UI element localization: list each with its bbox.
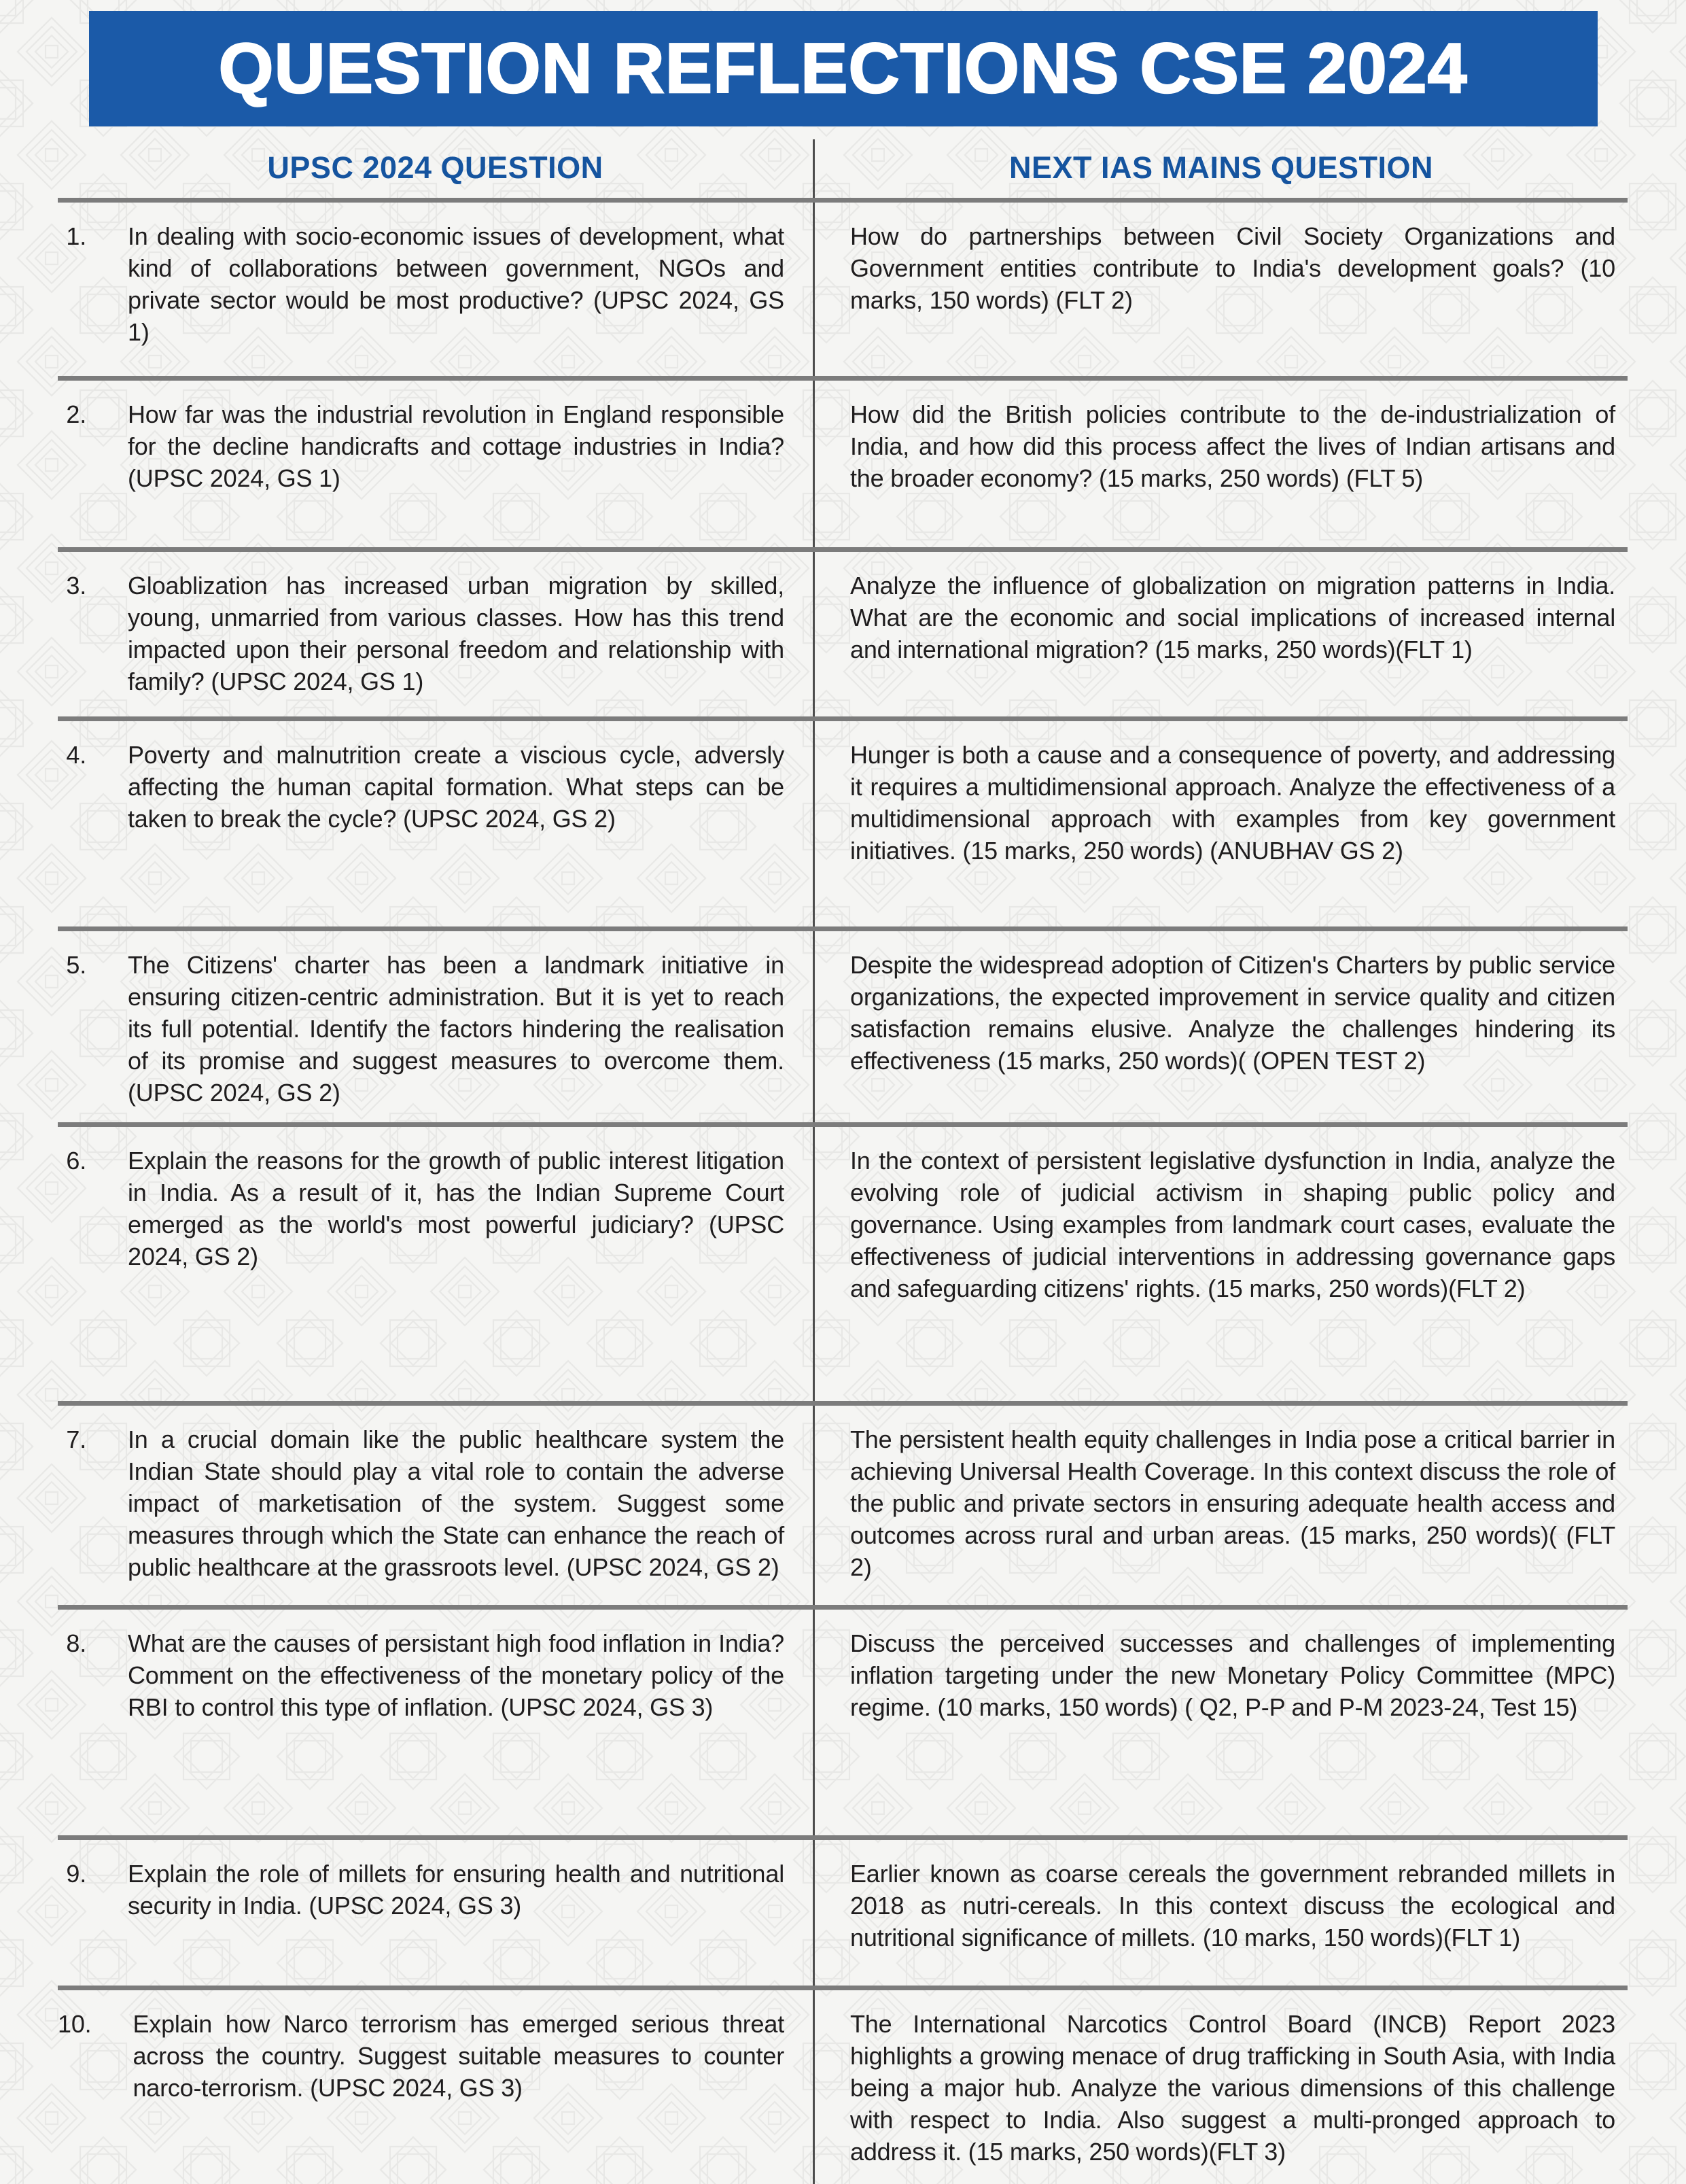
- upsc-question-cell: [58, 203, 815, 376]
- question-number: 4.: [66, 741, 86, 769]
- nextias-question-cell: [815, 552, 1628, 716]
- table-row: [58, 1990, 1628, 2184]
- table-header-row: [58, 139, 1628, 203]
- upsc-question-cell: [58, 552, 815, 716]
- nextias-question-cell: [815, 381, 1628, 547]
- upsc-question-text: The Citizens' charter has been a landmark initiative in ensuring citizen-centric administration. But it is yet to reach its full potential. Identify the factors hindering the realisation of its promise and suggest measures to overcome them. (UPSC 2024, GS 2): [128, 951, 784, 1107]
- nextias-question-text: The International Narcotics Control Board (INCB) Report 2023 highlights a growing menace of drug trafficking in South Asia, with India being a major hub. Analyze the various dimensions of this challenge with respect to India. Also suggest a multi-pronged approach to address it. (15 marks, 250 words)(FLT 3): [850, 2010, 1615, 2166]
- question-number: 8.: [66, 1629, 86, 1657]
- upsc-question-text: Gloablization has increased urban migration by skilled, young, unmarried from various classes. How has this trend impacted upon their personal freedom and relationship with family? (UPSC 2024, GS 1): [128, 572, 784, 695]
- nextias-question-text: Discuss the perceived successes and challenges of implementing inflation targeting under the new Monetary Policy Committee (MPC) regime. (10 marks, 150 words) ( Q2, P-P and P-M 2023-24, Test 15): [850, 1629, 1615, 1721]
- nextias-question-cell: [815, 1840, 1628, 1986]
- nextias-question-text: The persistent health equity challenges in India pose a critical barrier in achieving Universal Health Coverage. In this context discuss the role of the public and private sectors in ensuring adequate health access and outcomes across rural and urban areas. (15 marks, 250 words)( (FLT 2): [850, 1425, 1615, 1581]
- upsc-question-cell: [58, 931, 815, 1122]
- content: [0, 11, 1686, 2184]
- upsc-question-text: Explain how Narco terrorism has emerged serious threat across the country. Suggest suitable measures to counter narco-terrorism. (UPSC 2024, GS 3): [133, 2010, 784, 2102]
- table-row: [58, 381, 1628, 552]
- upsc-question-cell: [58, 721, 815, 926]
- upsc-question-cell: [58, 1127, 815, 1401]
- nextias-question-cell: [815, 721, 1628, 926]
- questions-table: [58, 139, 1628, 2184]
- table-row: [58, 1127, 1628, 1406]
- upsc-question-cell: [58, 1610, 815, 1835]
- question-number: 3.: [66, 572, 86, 600]
- upsc-question-cell: [58, 1406, 815, 1605]
- upsc-question-text: How far was the industrial revolution in England responsible for the decline handicrafts and cottage industries in India? (UPSC 2024, GS 1): [128, 400, 784, 492]
- upsc-question-text: Explain the reasons for the growth of public interest litigation in India. As a result of it, has the Indian Supreme Court emerged as the world's most powerful judiciary? (UPSC 2024, GS 2): [128, 1147, 784, 1270]
- question-number: 9.: [66, 1860, 86, 1888]
- column-header-nextias: NEXT IAS MAINS QUESTION: [1008, 150, 1434, 185]
- table-row: [58, 1406, 1628, 1610]
- table-row: [58, 931, 1628, 1127]
- nextias-question-text: How did the British policies contribute to the de-industrialization of India, and how did this process affect the lives of Indian artisans and the broader economy? (15 marks, 250 words) (FLT 5): [850, 400, 1615, 492]
- upsc-question-cell: [58, 1990, 815, 2184]
- nextias-question-cell: [815, 1990, 1628, 2184]
- table-row: [58, 1610, 1628, 1840]
- page-title: QUESTION REFLECTIONS CSE 2024: [218, 29, 1468, 108]
- nextias-question-cell: [815, 1127, 1628, 1401]
- question-number: 2.: [66, 400, 86, 428]
- upsc-question-text: In dealing with socio-economic issues of development, what kind of collaborations between government, NGOs and private sector would be most productive? (UPSC 2024, GS 1): [128, 222, 784, 346]
- nextias-question-text: Hunger is both a cause and a consequence of poverty, and addressing it requires a multidimensional approach. Analyze the effectiveness of a multidimensional approach with examples from key government initiatives. (15 marks, 250 words) (ANUBHAV GS 2): [850, 741, 1615, 865]
- column-header-upsc: UPSC 2024 QUESTION: [58, 139, 815, 198]
- upsc-question-text: Poverty and malnutrition create a viscious cycle, adversly affecting the human capital formation. What steps can be taken to break the cycle? (UPSC 2024, GS 2): [128, 741, 784, 833]
- table-row: [58, 552, 1628, 721]
- question-number: 5.: [66, 951, 86, 979]
- nextias-question-cell: [815, 1610, 1628, 1835]
- nextias-question-text: In the context of persistent legislative dysfunction in India, analyze the evolving role of judicial activism in shaping public policy and governance. Using examples from landmark court cases, evaluate the effectiveness of judicial interventions in addressing governance gaps and safeguarding citizens' rights. (15 marks, 250 words)(FLT 2): [850, 1147, 1615, 1302]
- upsc-question-text: What are the causes of persistant high food inflation in India? Comment on the effectiveness of the monetary policy of the RBI to control this type of inflation. (UPSC 2024, GS 3): [128, 1629, 784, 1721]
- question-number: 1.: [66, 222, 86, 250]
- title-banner: [89, 11, 1598, 126]
- question-number: 6.: [66, 1147, 86, 1175]
- table-body: [58, 203, 1628, 2184]
- nextias-question-cell: [815, 931, 1628, 1122]
- table-row: [58, 203, 1628, 381]
- question-number: 7.: [66, 1425, 86, 1453]
- upsc-question-text: Explain the role of millets for ensuring health and nutritional security in India. (UPSC 2024, GS 3): [128, 1860, 784, 1920]
- nextias-question-text: Analyze the influence of globalization on migration patterns in India. What are the economic and social implications of increased internal and international migration? (15 marks, 250 words)(FLT 1): [850, 572, 1615, 663]
- table-row: [58, 1840, 1628, 1990]
- upsc-question-cell: [58, 381, 815, 547]
- table-row: [58, 721, 1628, 931]
- nextias-question-cell: [815, 1406, 1628, 1605]
- nextias-question-text: Despite the widespread adoption of Citizen's Charters by public service organizations, the expected improvement in service quality and citizen satisfaction remains elusive. Analyze the challenges hindering its effectiveness (15 marks, 250 words)( (OPEN TEST 2): [850, 951, 1615, 1075]
- nextias-question-text: How do partnerships between Civil Society Organizations and Government entities contribute to India's development goals? (10 marks, 150 words) (FLT 2): [850, 222, 1615, 314]
- upsc-question-text: In a crucial domain like the public healthcare system the Indian State should play a vital role to contain the adverse impact of marketisation of the system. Suggest some measures through which the State can enhance the reach of public healthcare at the grassroots level. (UPSC 2024, GS 2): [128, 1425, 784, 1581]
- upsc-question-cell: [58, 1840, 815, 1986]
- nextias-question-text: Earlier known as coarse cereals the government rebranded millets in 2018 as nutri-cereals. In this context discuss the ecological and nutritional significance of millets. (10 marks, 150 words)(FLT 1): [850, 1860, 1615, 1952]
- nextias-question-cell: [815, 203, 1628, 376]
- question-number: 10.: [58, 2010, 92, 2038]
